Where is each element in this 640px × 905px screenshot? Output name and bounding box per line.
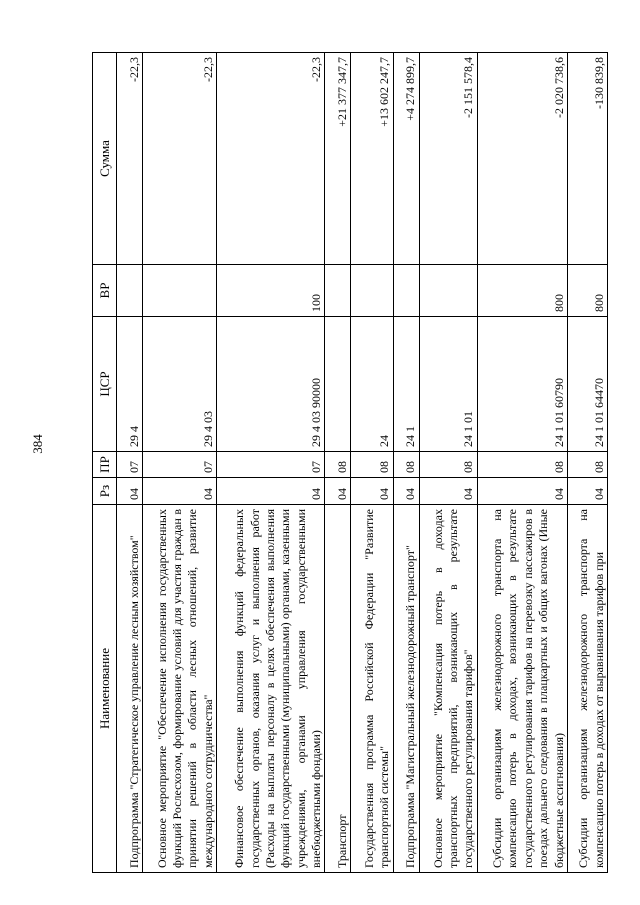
row-vr xyxy=(325,265,351,317)
row-pr: 07 xyxy=(217,452,325,478)
row-pr: 07 xyxy=(143,452,217,478)
row-rz: 04 xyxy=(567,478,607,505)
table-row xyxy=(217,53,325,873)
row-csr xyxy=(325,317,351,452)
row-sum: -22,3 xyxy=(117,53,143,265)
row-name: Транспорт xyxy=(325,505,351,873)
row-name: Государственная программа Российской Федерации "Развитие транспортной системы" xyxy=(351,505,393,873)
header-name: Наименование xyxy=(93,505,117,873)
row-vr xyxy=(393,265,419,317)
table-row xyxy=(143,53,217,873)
row-sum: -22,3 xyxy=(143,53,217,265)
row-rz: 04 xyxy=(217,478,325,505)
row-name: Подпрограмма "Стратегическое управление лесным хозяйством" xyxy=(117,505,143,873)
row-sum: +13 602 247,7 xyxy=(351,53,393,265)
row-pr: 08 xyxy=(393,452,419,478)
rotated-page xyxy=(92,53,608,873)
row-pr: 08 xyxy=(351,452,393,478)
row-rz: 04 xyxy=(325,478,351,505)
row-pr: 07 xyxy=(117,452,143,478)
header-sum: Сумма xyxy=(93,53,117,265)
row-vr: 800 xyxy=(567,265,607,317)
table-row xyxy=(351,53,393,873)
row-csr: 24 1 01 xyxy=(419,317,477,452)
row-vr: 800 xyxy=(477,265,567,317)
row-sum: -22,3 xyxy=(217,53,325,265)
table-row xyxy=(393,53,419,873)
row-vr xyxy=(117,265,143,317)
row-pr: 08 xyxy=(477,452,567,478)
row-pr: 08 xyxy=(419,452,477,478)
table-row xyxy=(477,53,567,873)
row-rz: 04 xyxy=(393,478,419,505)
table-row xyxy=(567,53,607,873)
row-name: Подпрограмма "Магистральный железнодорожный транспорт" xyxy=(393,505,419,873)
row-vr xyxy=(419,265,477,317)
table-row xyxy=(325,53,351,873)
row-name: Субсидии организациям железнодорожного транспорта на компенсацию потерь в доходах, возникающих в результате государственного регулирования тарифов на перевозку пассажиров в поездах дальнего следования в плацкартных и общих вагонах (Иные бюджетные ассигнования) xyxy=(477,505,567,873)
row-sum: +4 274 899,7 xyxy=(393,53,419,265)
table-header-row xyxy=(93,53,117,873)
row-sum: -2 151 578,4 xyxy=(419,53,477,265)
row-rz: 04 xyxy=(143,478,217,505)
row-rz: 04 xyxy=(351,478,393,505)
row-csr: 24 1 xyxy=(393,317,419,452)
row-vr xyxy=(351,265,393,317)
budget-table xyxy=(92,52,608,873)
row-rz: 04 xyxy=(117,478,143,505)
row-rz: 04 xyxy=(477,478,567,505)
header-csr: ЦСР xyxy=(93,317,117,452)
row-rz: 04 xyxy=(419,478,477,505)
row-csr: 29 4 xyxy=(117,317,143,452)
row-name: Основное мероприятие "Компенсация потерь в доходах транспортных предприятий, возникающих в результате государственного регулирования тарифов" xyxy=(419,505,477,873)
row-vr: 100 xyxy=(217,265,325,317)
row-sum: +21 377 347,7 xyxy=(325,53,351,265)
row-pr: 08 xyxy=(567,452,607,478)
row-pr: 08 xyxy=(325,452,351,478)
row-csr: 29 4 03 xyxy=(143,317,217,452)
header-pr: ПР xyxy=(93,452,117,478)
row-sum: -130 839,8 xyxy=(567,53,607,265)
row-name: Субсидии организациям железнодорожного транспорта на компенсацию потерь в доходах от выравнивания тарифов при xyxy=(567,505,607,873)
row-name: Основное мероприятие "Обеспечение исполнения государственных функций Рослесхозом, формирование условий для участия граждан в принятии решений в области лесных отношений, развитие международного сотрудничества" xyxy=(143,505,217,873)
table-row xyxy=(419,53,477,873)
header-rz: Рз xyxy=(93,478,117,505)
row-csr: 24 1 01 60790 xyxy=(477,317,567,452)
row-csr: 24 1 01 64470 xyxy=(567,317,607,452)
row-name: Финансовое обеспечение выполнения функций федеральных государственных органов, оказания услуг и выполнения работ (Расходы на выплаты персоналу в целях обеспечения выполнения функций государственными (муниципальными) органами, казенными учреждениями, органами управления государственными внебюджетными фондами) xyxy=(217,505,325,873)
page-number: 384 xyxy=(30,434,45,454)
row-csr: 24 xyxy=(351,317,393,452)
row-csr: 29 4 03 90000 xyxy=(217,317,325,452)
row-sum: -2 020 738,6 xyxy=(477,53,567,265)
row-vr xyxy=(143,265,217,317)
table-row xyxy=(117,53,143,873)
header-vr: ВР xyxy=(93,265,117,317)
